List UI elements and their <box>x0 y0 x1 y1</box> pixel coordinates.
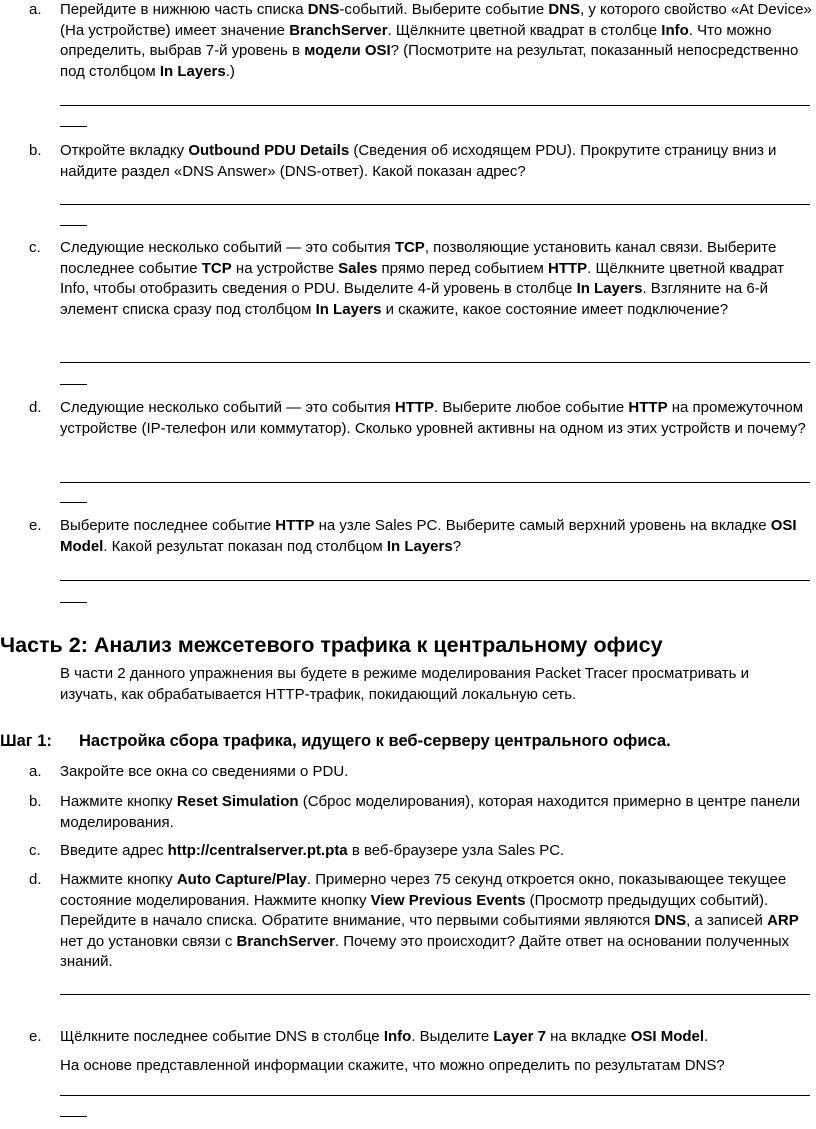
emphasis-text: TCP <box>201 259 232 277</box>
step-question-b <box>29 792 814 833</box>
answer-line[interactable] <box>60 1095 810 1096</box>
body-text: Введите адрес <box>60 842 168 859</box>
emphasis-text: Outbound PDU Details <box>188 142 350 159</box>
question-a <box>29 0 814 82</box>
answer-line[interactable] <box>60 580 810 581</box>
emphasis-text: Auto Capture/Play <box>176 871 307 888</box>
body-text: Нажмите кнопку <box>60 793 177 810</box>
emphasis-text: HTTP <box>628 399 668 416</box>
emphasis-text: In Layers <box>159 62 226 80</box>
body-text: . Какой результат показан под столбцом <box>103 537 387 555</box>
body-text: , а записей <box>686 912 768 929</box>
body-text: Следующие несколько событий — это события <box>60 239 395 256</box>
step-question-a <box>29 762 814 783</box>
emphasis-text: http://centralserver.pt.pta <box>167 842 348 859</box>
answer-line[interactable] <box>60 482 810 483</box>
question-marker: b. <box>29 142 42 159</box>
body-text: нет до установки связи с <box>60 932 237 950</box>
answer-line-end <box>60 502 87 503</box>
question-b <box>29 141 814 182</box>
answer-line-end <box>60 126 87 127</box>
emphasis-text: ARP <box>767 912 799 929</box>
question-marker: c. <box>29 842 41 859</box>
emphasis-text: OSI Model <box>60 517 797 555</box>
emphasis-text: In Layers <box>576 280 643 297</box>
body-text: , у которого свойство «At Device» (На устройстве) имеет значение <box>60 1 812 39</box>
step-question-c <box>29 841 814 862</box>
question-c <box>29 238 814 320</box>
body-text: Закройте все окна со сведениями о PDU. <box>60 763 349 780</box>
answer-line-end <box>60 602 87 603</box>
answer-line[interactable] <box>60 362 810 363</box>
question-marker: a. <box>29 763 42 780</box>
body-text: Щёлкните последнее событие DNS в столбце <box>60 1028 384 1045</box>
body-text: Перейдите в нижнюю часть списка <box>60 1 308 18</box>
body-text: , позволяющие установить канал связи. Выберите последнее событие <box>60 239 777 277</box>
body-text: Выберите последнее событие <box>60 517 276 534</box>
emphasis-text: модели OSI <box>304 42 391 59</box>
emphasis-text: OSI Model <box>630 1028 705 1045</box>
question-marker: d. <box>29 871 42 888</box>
question-text <box>60 238 814 320</box>
question-marker: b. <box>29 793 42 810</box>
emphasis-text: Info <box>383 1028 412 1045</box>
body-text: . Выберите любое событие <box>433 399 629 416</box>
emphasis-text: BranchServer <box>289 21 388 39</box>
answer-line[interactable] <box>60 105 810 106</box>
followup-question: На основе представленной информации скажите, что можно определить по результатам DNS? <box>60 1057 725 1074</box>
body-text: Откройте вкладку <box>60 142 189 159</box>
emphasis-text: TCP <box>394 239 425 256</box>
body-text: Следующие несколько событий — это события <box>60 399 395 416</box>
part-intro: В части 2 данного упражнения вы будете в режиме моделирования Packet Tracer просматривать и изучать, как обрабатывается HTTP-трафик, покидающий локальную сеть. <box>60 665 750 703</box>
body-text: .) <box>225 62 235 80</box>
body-text: . Щёлкните цветной квадрат в столбце <box>387 21 662 39</box>
emphasis-text: HTTP <box>547 259 588 277</box>
question-marker: e. <box>29 517 42 534</box>
body-text: . Взгляните на 6-й элемент списка сразу под столбцом <box>60 280 769 318</box>
body-text: на устройстве <box>231 259 339 277</box>
body-text: . Почему это происходит? Дайте ответ на основании полученных знаний. <box>60 932 790 970</box>
emphasis-text: BranchServer <box>236 932 335 950</box>
question-text <box>60 870 814 973</box>
body-text: Нажмите кнопку <box>60 871 177 888</box>
question-d <box>29 398 814 439</box>
emphasis-text: Sales <box>338 259 378 277</box>
body-text: . Примерно через 75 секунд откроется окно, показывающее текущее состояние моделирования. Нажмите кнопку <box>60 871 787 909</box>
emphasis-text: Layer 7 <box>493 1028 546 1045</box>
body-text: на промежуточном устройстве (IP-телефон или коммутатор). Сколько уровней активны на одном из этих устройств и почему? <box>60 399 806 437</box>
body-text: на узле Sales PC. Выберите самый верхний уровень на вкладке <box>314 517 771 534</box>
answer-line-end <box>60 1116 87 1117</box>
body-text: прямо перед событием <box>377 259 548 277</box>
question-text <box>60 398 814 439</box>
question-text <box>60 792 814 833</box>
body-text: в веб-браузере узла Sales PC. <box>347 842 565 859</box>
answer-line[interactable] <box>60 204 810 205</box>
emphasis-text: DNS <box>307 1 340 18</box>
body-text: (Просмотр предыдущих событий). Перейдите в начало списка. Обратите внимание, что первыми событиями являются <box>60 891 769 929</box>
emphasis-text: Info <box>661 21 689 39</box>
body-text: -событий. Выберите событие <box>339 1 549 18</box>
body-text: . Выделите <box>411 1028 494 1045</box>
step-number: Шаг 1: <box>0 732 52 750</box>
emphasis-text: View Previous Events <box>370 891 526 909</box>
step-title: Настройка сбора трафика, идущего к веб-серверу центрального офиса. <box>79 732 671 750</box>
answer-line-end <box>60 384 87 385</box>
question-text <box>60 516 814 557</box>
body-text: . <box>704 1028 709 1045</box>
emphasis-text: HTTP <box>275 517 315 534</box>
step-question-e <box>29 1027 814 1048</box>
question-marker: c. <box>29 239 41 256</box>
question-text <box>60 762 814 783</box>
answer-line[interactable] <box>60 994 810 995</box>
body-text: (Сброс моделирования), которая находится примерно в центре панели моделирования. <box>60 793 801 831</box>
question-text <box>60 841 814 862</box>
body-text: . Щёлкните цветной квадрат Info, чтобы отобразить сведения о PDU. Выделите 4-й уровень в столбце <box>60 259 785 297</box>
step-question-d <box>29 870 814 973</box>
body-text: ? <box>452 537 462 555</box>
emphasis-text: DNS <box>548 1 581 18</box>
question-marker: d. <box>29 399 42 416</box>
answer-line-end <box>60 225 87 226</box>
body-text: и скажите, какое состояние имеет подключение? <box>381 300 729 318</box>
part-heading: Часть 2: Анализ межсетевого трафика к центральному офису <box>0 633 663 657</box>
question-text <box>60 1027 814 1048</box>
question-e <box>29 516 814 557</box>
body-text: (Сведения об исходящем PDU). Прокрутите страницу вниз и найдите раздел «DNS Answer» (DNS-ответ). Какой показан адрес? <box>60 142 777 180</box>
body-text: на вкладке <box>545 1028 631 1045</box>
question-marker: a. <box>29 1 42 18</box>
emphasis-text: In Layers <box>386 537 453 555</box>
question-marker: e. <box>29 1028 42 1045</box>
question-text <box>60 141 814 182</box>
body-text: ? (Посмотрите на результат, показанный непосредственно под столбцом <box>60 42 799 80</box>
emphasis-text: HTTP <box>394 399 434 416</box>
question-text <box>60 0 814 82</box>
emphasis-text: DNS <box>654 912 687 929</box>
emphasis-text: In Layers <box>315 300 382 318</box>
emphasis-text: Reset Simulation <box>176 793 299 810</box>
body-text: . Что можно определить, выбрав 7-й уровень в <box>60 21 772 59</box>
